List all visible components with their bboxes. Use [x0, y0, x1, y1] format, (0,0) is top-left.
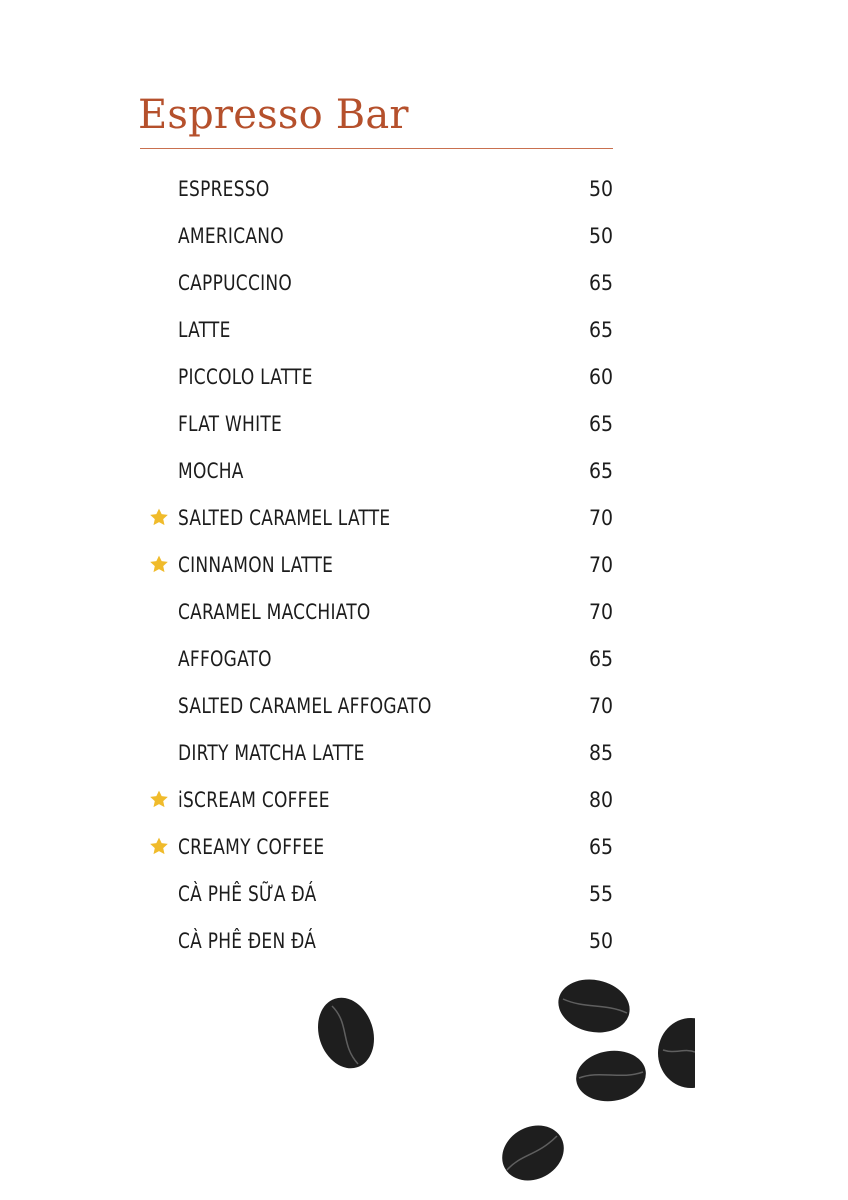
menu-item-name: AMERICANO — [178, 223, 284, 248]
menu-item-price: 85 — [588, 740, 613, 765]
menu-item-name: ESPRESSO — [178, 176, 270, 201]
menu-item-price: 50 — [588, 223, 613, 248]
menu-list — [140, 165, 613, 964]
coffee-bean-icon — [555, 975, 633, 1037]
menu-item — [140, 823, 613, 870]
menu-item-name: CAPPUCCINO — [178, 270, 293, 295]
coffee-bean-icon — [310, 994, 382, 1072]
coffee-bean-icon — [653, 1016, 695, 1090]
menu-item-price: 50 — [588, 928, 613, 953]
menu-item-price: 70 — [588, 693, 613, 718]
menu-item-price: 70 — [588, 599, 613, 624]
menu-item-name: LATTE — [178, 317, 231, 342]
menu-item-name: MOCHA — [178, 458, 244, 483]
menu-item — [140, 447, 613, 494]
coffee-bean-icon — [573, 1046, 649, 1106]
menu-item-price: 65 — [588, 270, 613, 295]
menu-item-price: 50 — [588, 176, 613, 201]
menu-item — [140, 917, 613, 964]
menu-item-name: AFFOGATO — [178, 646, 272, 671]
menu-item — [140, 541, 613, 588]
menu-item — [140, 870, 613, 917]
menu-item-name: CREAMY COFFEE — [178, 834, 325, 859]
menu-item-price: 60 — [588, 364, 613, 389]
menu-item-name: CÀ PHÊ SỮA ĐÁ — [178, 881, 317, 906]
menu-item — [140, 400, 613, 447]
menu-item — [140, 588, 613, 635]
menu-item-name: SALTED CARAMEL LATTE — [178, 505, 391, 530]
menu-item-price: 70 — [588, 552, 613, 577]
menu-item — [140, 776, 613, 823]
menu-item — [140, 682, 613, 729]
coffee-bean-icon — [497, 1120, 569, 1186]
star-icon — [148, 506, 170, 528]
menu-item-name: CINNAMON LATTE — [178, 552, 334, 577]
menu-item-price: 65 — [588, 834, 613, 859]
menu-item — [140, 353, 613, 400]
menu-item-name: CÀ PHÊ ĐEN ĐÁ — [178, 928, 317, 953]
menu-item — [140, 306, 613, 353]
menu-item-price: 70 — [588, 505, 613, 530]
menu-item — [140, 165, 613, 212]
menu-item-price: 65 — [588, 458, 613, 483]
menu-item-price: 65 — [588, 317, 613, 342]
menu-item — [140, 212, 613, 259]
menu-item-name: DIRTY MATCHA LATTE — [178, 740, 365, 765]
menu-item — [140, 635, 613, 682]
star-icon — [148, 835, 170, 857]
title-divider — [140, 148, 613, 149]
menu-item — [140, 494, 613, 541]
menu-item-price: 65 — [588, 411, 613, 436]
star-icon — [148, 553, 170, 575]
menu-item — [140, 729, 613, 776]
menu-item-name: PICCOLO LATTE — [178, 364, 313, 389]
menu-item-name: CARAMEL MACCHIATO — [178, 599, 371, 624]
menu-item-price: 65 — [588, 646, 613, 671]
menu-item-price: 80 — [588, 787, 613, 812]
menu-item-name: FLAT WHITE — [178, 411, 283, 436]
menu-item — [140, 259, 613, 306]
section-title: Espresso Bar — [138, 92, 409, 138]
menu-item-price: 55 — [588, 881, 613, 906]
menu-item-name: iSCREAM COFFEE — [178, 787, 330, 812]
star-icon — [148, 788, 170, 810]
menu-item-name: SALTED CARAMEL AFFOGATO — [178, 693, 432, 718]
